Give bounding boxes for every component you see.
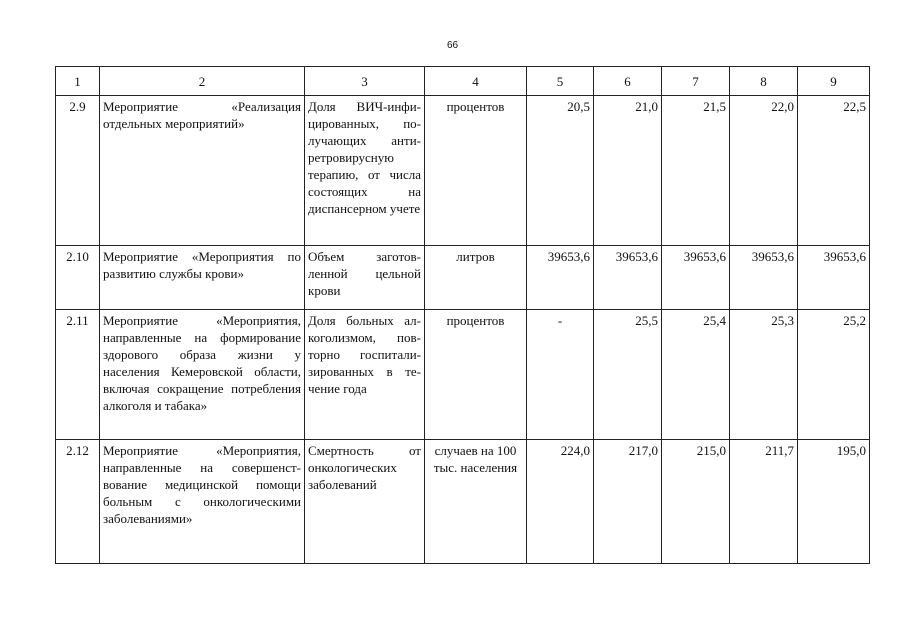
unit-cell: литров	[425, 246, 527, 310]
indicator-cell: Смертность от онкологических заболеваний	[305, 440, 425, 564]
value-cell: 20,5	[527, 96, 594, 246]
header-cell: 2	[100, 67, 305, 96]
value-cell: 25,3	[730, 310, 798, 440]
table-row	[56, 440, 870, 564]
value-cell: 211,7	[730, 440, 798, 564]
header-cell: 5	[527, 67, 594, 96]
table-row	[56, 310, 870, 440]
event-cell: Мероприятие «Мероприятия, направленные на формирование здорового образа жизни у населения Кемеровской области, включая сокращение потребления алкоголя и табака»	[100, 310, 305, 440]
value-cell: -	[527, 310, 594, 440]
row-id: 2.9	[56, 96, 100, 246]
value-cell: 25,5	[594, 310, 662, 440]
value-cell: 22,5	[798, 96, 870, 246]
header-row	[56, 67, 870, 96]
row-id: 2.12	[56, 440, 100, 564]
header-cell: 1	[56, 67, 100, 96]
indicator-cell: Объем заготовленной цельной крови	[305, 246, 425, 310]
header-cell: 7	[662, 67, 730, 96]
indicator-cell: Доля ВИЧ-инфицированных, получающих антиретровирусную терапию, от числа состоящих на диспансерном учете	[305, 96, 425, 246]
unit-cell: случаев на 100 тыс. населения	[425, 440, 527, 564]
indicators-table	[55, 66, 870, 564]
value-cell: 22,0	[730, 96, 798, 246]
unit-cell: процентов	[425, 96, 527, 246]
indicator-cell: Доля больных алкоголизмом, повторно госпитализированных в течение года	[305, 310, 425, 440]
unit-cell: процентов	[425, 310, 527, 440]
value-cell: 25,2	[798, 310, 870, 440]
value-cell: 39653,6	[594, 246, 662, 310]
header-cell: 9	[798, 67, 870, 96]
value-cell: 215,0	[662, 440, 730, 564]
table-row	[56, 96, 870, 246]
value-cell: 224,0	[527, 440, 594, 564]
value-cell: 39653,6	[730, 246, 798, 310]
value-cell: 217,0	[594, 440, 662, 564]
header-cell: 8	[730, 67, 798, 96]
row-id: 2.10	[56, 246, 100, 310]
header-cell: 3	[305, 67, 425, 96]
value-cell: 21,5	[662, 96, 730, 246]
value-cell: 39653,6	[662, 246, 730, 310]
event-cell: Мероприятие «Мероприятия, направленные на совершенствование медицинской помощи больным с онкологическими заболеваниями»	[100, 440, 305, 564]
header-cell: 6	[594, 67, 662, 96]
value-cell: 21,0	[594, 96, 662, 246]
event-cell: Мероприятие «Реализация отдельных мероприятий»	[100, 96, 305, 246]
row-id: 2.11	[56, 310, 100, 440]
value-cell: 25,4	[662, 310, 730, 440]
page-number: 66	[446, 40, 459, 51]
table-row	[56, 246, 870, 310]
event-cell: Мероприятие «Мероприятия по развитию службы крови»	[100, 246, 305, 310]
header-cell: 4	[425, 67, 527, 96]
value-cell: 39653,6	[798, 246, 870, 310]
value-cell: 195,0	[798, 440, 870, 564]
value-cell: 39653,6	[527, 246, 594, 310]
